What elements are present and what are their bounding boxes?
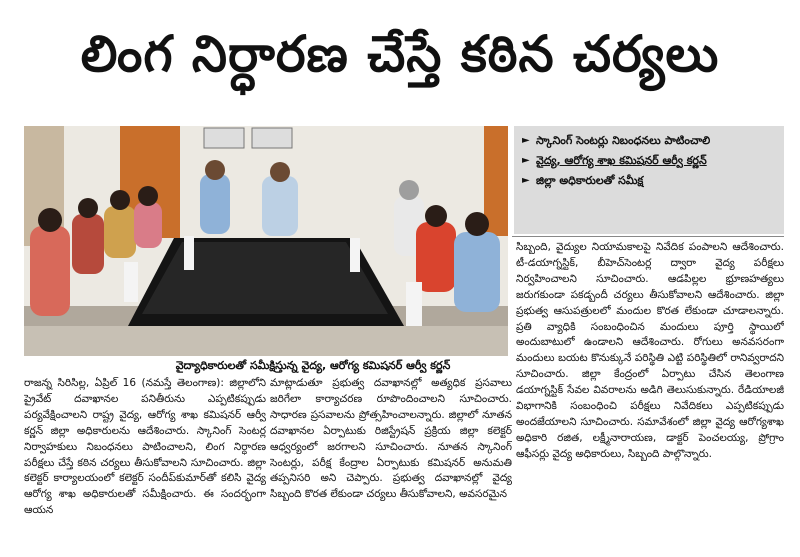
meeting-photo bbox=[24, 126, 508, 356]
article-column-1 bbox=[24, 376, 266, 551]
article-text: సిబ్బంది, వైద్యుల నియామకాలపై నివేదిక పంపాలని ఆదేశించారు. టీ-డయాగ్నస్టిక్, బీహెచ్‌సెంటర్ల ద్వారా వైద్య పరీక్షలు నిర్వహించాలని సూచించారు. ఆడపిల్లల భ్రూణహత్యలు జరుగకుండా పకడ్బందీ చర్యలు తీసుకోవాలని ఆదేశించారు. జిల్లా ప్రభుత్వ ఆసుపత్రులలో మందుల కొరత లేకుండా చూడాలన్నారు. ప్రతి వ్యాధికి సంబంధించిన మందులు పూర్తి స్థాయిలో అందుబాటులో ఉండాలని ఆదేశించారు. రోగులు అనవసరంగా మందులు బయట కొనుక్కునే పరిస్థితి ఎట్టి పరిస్థితిలో రానివ్వరాదని సూచించారు. జిల్లా కేంద్రంలో ఏర్పాటు చేసిన తెలంగాణ డయాగ్నస్టిక్ సేవల వివరాలను అడిగి తెలుసుకున్నారు. రేడియాలజీ విభాగానికి సంబంధించి పరీక్షలు నివేదికలు ఎప్పటికప్పుడు అందజేయాలని సూచించారు. సమావేశంలో జిల్లా వైద్య ఆరోగ్యశాఖ అధికారి రజిత, లక్ష్మీనారాయణ, డాక్టర్ పెంచలయ్య, ప్రోగ్రాం ఆఫీసర్లు వైద్య అధికారులు, సిబ్బంది పాల్గొన్నారు. bbox=[516, 241, 784, 460]
photo-caption: వైద్యాధికారులతో సమీక్షిస్తున్న వైద్య, ఆరోగ్య కమిషనర్ ఆర్వీ కర్ణన్ bbox=[120, 356, 506, 376]
article-text: రాజన్న సిరిసిల్ల, ఏప్రిల్ 16 (నమస్తే తెలంగాణ): జిల్లాలోని ప్రైవేట్ దవాఖానల పనితీరును ఎప్పటికప్పుడు పర్యవేక్షించాలని రాష్ట్ర వైద్య, ఆరోగ్య శాఖ కమిషనర్ ఆర్వీ కర్ణన్ జిల్లా అధికారులను ఆదేశించారు. స్కానింగ్ సెంటర్ల నిర్వాహకులు నిబంధనలు పాటించాలని, లింగ నిర్ధారణ పరీక్షలు చేస్తే కఠిన చర్యలు తీసుకోవాలని సూచించారు. జిల్లా కలెక్టర్ కార్యాలయంలో కలెక్టర్ సందీప్‌కుమార్‌తో కలిసి వైద్య ఆరోగ్య శాఖ అధికారులతో సమీక్షించారు. ఈ సందర్భంగా ఆయన bbox=[24, 377, 266, 517]
arrow-icon: ► bbox=[522, 175, 530, 186]
divider bbox=[512, 236, 784, 237]
highlight-item bbox=[522, 152, 778, 169]
highlight-text: జిల్లా అధికారులతో సమీక్ష bbox=[536, 174, 644, 187]
highlight-text: వైద్య, ఆరోగ్య శాఖ కమిషనర్ ఆర్వీ కర్ణన్ bbox=[536, 154, 707, 167]
highlight-text: స్కానింగ్ సెంటర్లు నిబంధనలు పాటించాలి bbox=[536, 134, 711, 147]
highlights-box bbox=[514, 126, 784, 234]
highlight-item bbox=[522, 132, 778, 149]
highlight-item bbox=[522, 172, 778, 189]
article-column-2 bbox=[270, 376, 512, 551]
arrow-icon: ► bbox=[522, 155, 530, 166]
article-text: మాట్లాడుతూ ప్రభుత్వ దవాఖానల్లో అత్యధిక ప్రసవాలు జరిగేలా కార్యాచరణ రూపొందించాలని సూచించారు. సాధారణ ప్రసవాలను ప్రోత్సహించాలన్నారు. జిల్లాలో నూతన దవాఖానల ఏర్పాటుకు రిజిస్ట్రేషన్ ప్రక్రియ జిల్లా కలెక్టర్ ఆధ్వర్యంలో జరగాలని సూచించారు. నూతన స్కానింగ్ సెంటర్లు, పరీక్ష కేంద్రాల ఏర్పాటుకు కమిషనర్ అనుమతి తప్పనిసరి అని చెప్పారు. ప్రభుత్వ దవాఖానల్లో వైద్య సిబ్బంది కొరత లేకుండా చర్యలు తీసుకోవాలని, అవసరమైన bbox=[270, 377, 512, 501]
headline: లింగ నిర్ధారణ చేస్తే కఠిన చర్యలు bbox=[80, 24, 720, 83]
article-column-3 bbox=[516, 240, 784, 551]
meeting-photo-illustration bbox=[24, 126, 508, 356]
arrow-icon: ► bbox=[522, 135, 530, 146]
